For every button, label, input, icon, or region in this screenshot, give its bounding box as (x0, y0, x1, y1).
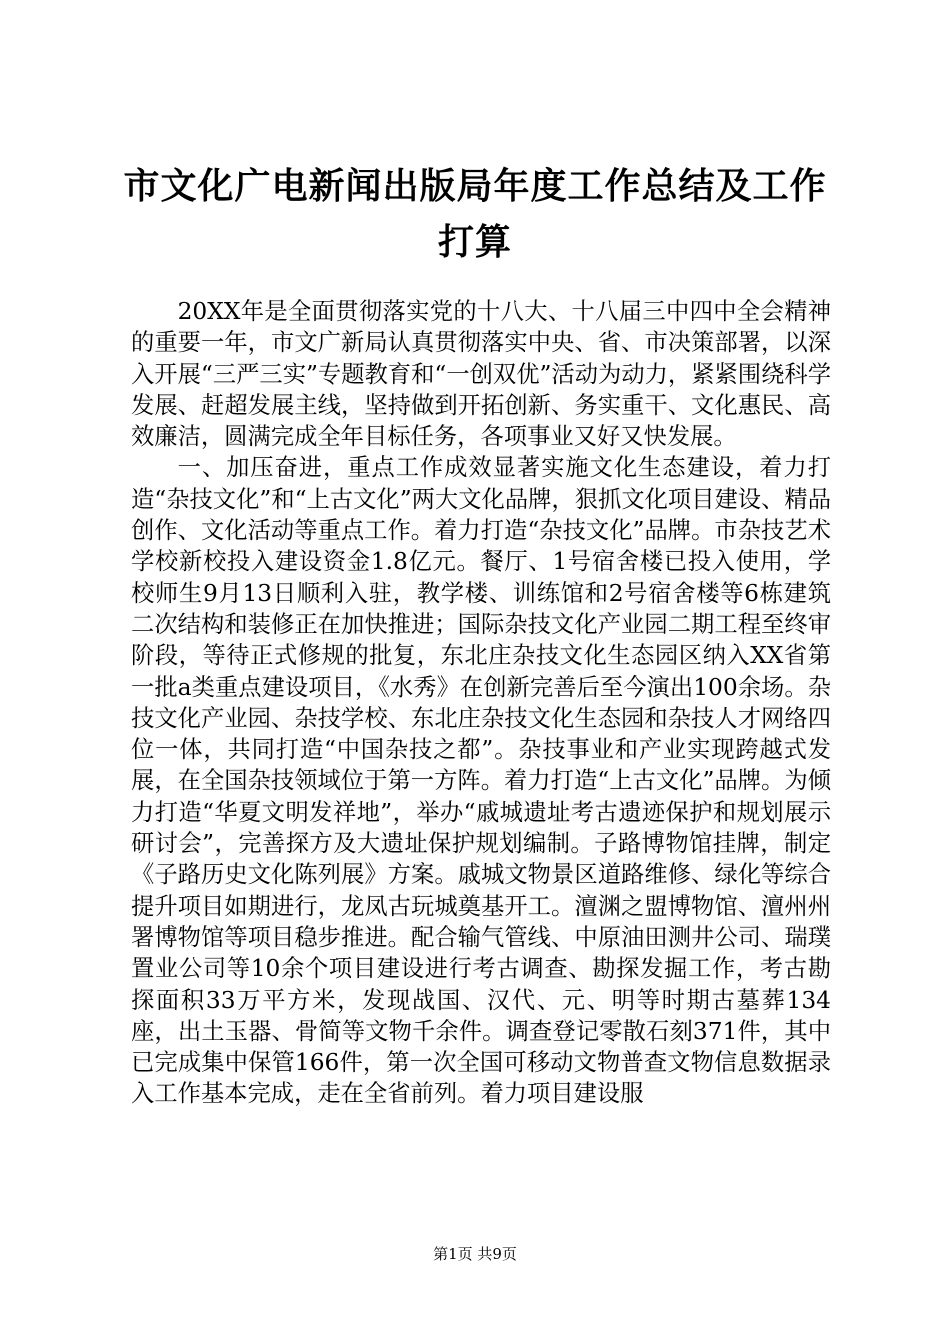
document-title: 市文化广电新闻出版局年度工作总结及工作打算 (123, 165, 827, 263)
paragraph-section-one: 一、加压奋进，重点工作成效显著实施文化生态建设，着力打造“杂技文化”和“上古文化”两大文化品牌，狠抓文化项目建设、精品创作、文化活动等重点工作。着力打造“杂技文化”品牌。市杂技艺术学校新校投入建设资金1.8亿元。餐厅、1号宿舍楼已投入使用，学校师生9月13日顺利入驻，教学楼、训练馆和2号宿舍楼等6栋建筑二次结构和装修正在加快推进；国际杂技文化产业园二期工程至终审阶段，等待正式修规的批复，东北庄杂技文化生态园区纳入XX省第一批a类重点建设项目，《水秀》在创新完善后至今演出100余场。杂技文化产业园、杂技学校、东北庄杂技文化生态园和杂技人才网络四位一体，共同打造“中国杂技之都”。杂技事业和产业实现跨越式发展，在全国杂技领域位于第一方阵。着力打造“上古文化”品牌。为倾力打造“华夏文明发祥地”，举办“戚城遗址考古遗迹保护和规划展示研讨会”，完善探方及大遗址保护规划编制。子路博物馆挂牌，制定《子路历史文化陈列展》方案。戚城文物景区道路维修、绿化等综合提升项目如期进行，龙凤古玩城奠基开工。澶渊之盟博物馆、澶州州署博物馆等项目稳步推进。配合输气管线、中原油田测井公司、瑞璞置业公司等10余个项目建设进行考古调查、勘探发掘工作，考古勘探面积33万平方米，发现战国、汉代、元、明等时期古墓葬134座，出土玉器、骨简等文物千余件。调查登记零散石刻371件，其中已完成集中保管166件，第一次全国可移动文物普查文物信息数据录入工作基本完成，走在全省前列。着力项目建设服 (131, 454, 831, 1108)
document-body (131, 296, 831, 1110)
page-number-footer: 第1页 共9页 (433, 1245, 517, 1263)
paragraph-intro: 20XX年是全面贯彻落实党的十八大、十八届三中四中全会精神的重要一年，市文广新局认真贯彻落实中央、省、市决策部署，以深入开展“三严三实”专题教育和“一创双优”活动为动力，紧紧围绕科学发展、赶超发展主线，坚持做到开拓创新、务实重干、文化惠民、高效廉洁，圆满完成全年目标任务，各项事业又好又快发展。 (131, 298, 831, 451)
